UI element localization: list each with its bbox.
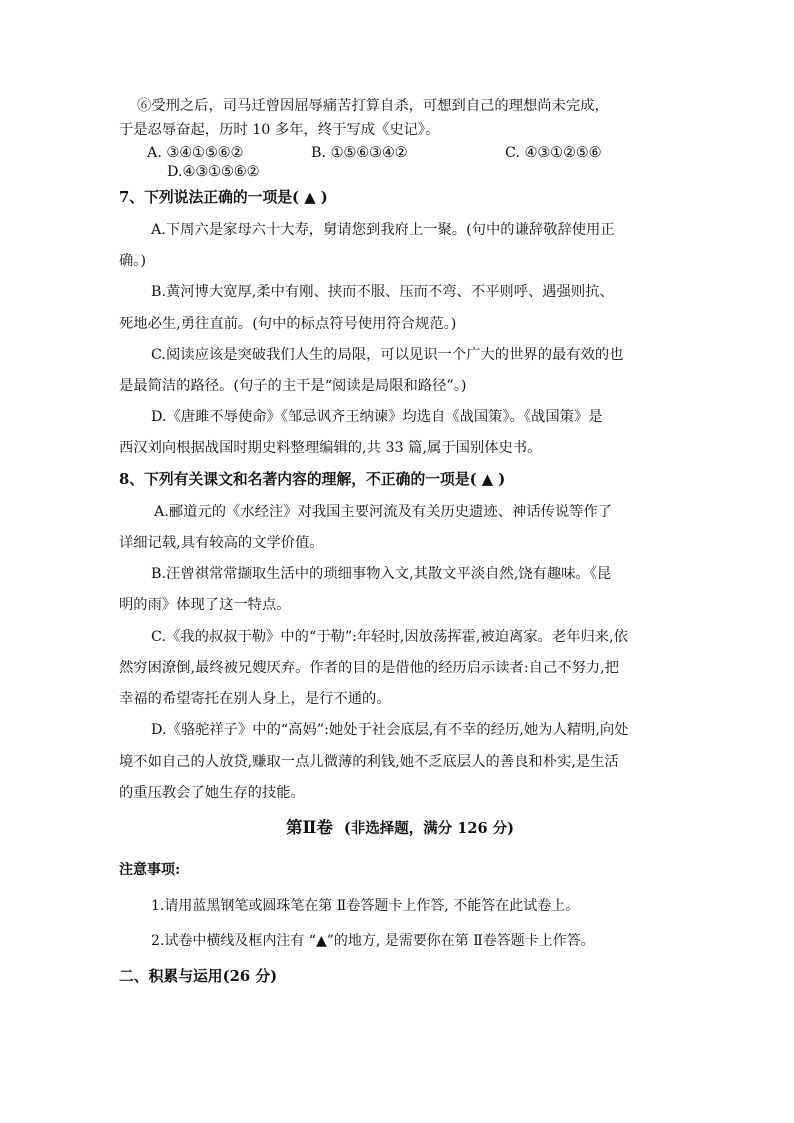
notes-heading: 注意事项: — [119, 862, 181, 878]
q8-option-d-line-1: D.《骆驼祥子》中的“高妈”:她处于社会底层,有不幸的经历,她为人精明,向处 — [151, 722, 629, 738]
q6-option-c: C. ④③①②⑤⑥ — [505, 145, 602, 161]
note-2: 2.试卷中横线及框内注有 “▲”的地方, 是需要你在第 Ⅱ卷答题卡上作答。 — [151, 933, 595, 949]
q8-option-a-line-2: 详细记载,具有较高的文学价值。 — [119, 535, 324, 551]
q7-option-a-line-2: 确。) — [119, 253, 147, 269]
q7-option-c-line-2: 是最简洁的路径。(句子的主干是“阅读是局限和路径”。) — [119, 378, 467, 394]
note-1: 1.请用蓝黑钢笔或圆珠笔在第 Ⅱ卷答题卡上作答, 不能答在此试卷上。 — [151, 898, 580, 914]
q8-stem: 8、下列有关课文和名著内容的理解，不正确的一项是( ▲ ) — [119, 471, 506, 488]
q7-option-d-line-1: D.《唐雎不辱使命》《邹忌讽齐王纳谏》均选自《战国策》。《战国策》是 — [151, 409, 603, 425]
q8-option-d-line-2: 境不如自己的人放贷,赚取一点儿微薄的利钱,她不乏底层人的善良和朴实,是生活 — [119, 754, 619, 770]
q7-option-d-line-2: 西汉刘向根据战国时期史料整理编辑的,共 33 篇,属于国别体史书。 — [119, 440, 542, 456]
q6-option-d: D.④③①⑤⑥② — [167, 164, 260, 180]
q8-option-a-line-1: A.郦道元的《水经注》对我国主要河流及有关历史遗迹、神话传说等作了 — [154, 504, 613, 520]
q6-text-line-2: 于是忍辱奋起，历时 10 多年，终于写成《史记》。 — [119, 122, 440, 138]
part-two-heading — [286, 818, 514, 839]
q8-option-c-line-1: C.《我的叔叔于勒》中的“于勒”:年轻时,因放荡挥霍,被迫离家。老年归来,依 — [151, 629, 628, 645]
section-two-heading: 二、积累与运用(26 分) — [119, 968, 278, 985]
q7-option-b-line-2: 死地必生,勇往直前。(句中的标点符号使用符合规范。) — [119, 316, 457, 332]
q6-option-b: B. ①⑤⑥③④② — [311, 145, 408, 161]
q7-option-c-line-1: C.阅读应该是突破我们人生的局限，可以见识一个广大的世界的最有效的也 — [151, 347, 624, 363]
q8-option-b-line-2: 明的雨》体现了这一特点。 — [119, 597, 291, 613]
q8-option-b-line-1: B.汪曾祺常常撷取生活中的琐细事物入文,其散文平淡自然,饶有趣味。《昆 — [151, 566, 612, 582]
q7-option-b-line-1: B.黄河博大宽厚,柔中有刚、挟而不服、压而不弯、不平则呼、遇强则抗、 — [151, 284, 614, 300]
part-two-title: 第Ⅱ卷 — [286, 818, 333, 837]
q6-option-a: A. ③④①⑤⑥② — [147, 145, 244, 161]
q8-option-d-line-3: 的重压教会了她生存的技能。 — [119, 785, 305, 801]
part-two-subtitle: (非选择题，满分 126 分) — [343, 820, 514, 837]
q8-option-c-line-3: 幸福的希望寄托在别人身上，是行不通的。 — [119, 691, 391, 707]
q7-option-a-line-1: A.下周六是家母六十大寿，舅请您到我府上一聚。(句中的谦辞敬辞使用正 — [151, 222, 615, 238]
q7-stem: 7、下列说法正确的一项是( ▲ ) — [119, 189, 328, 206]
q6-text-line-1: ⑥受刑之后，司马迁曾因屈辱痛苦打算自杀，可想到自己的理想尚未完成， — [137, 98, 609, 114]
q8-option-c-line-2: 然穷困潦倒,最终被兄嫂厌弃。作者的目的是借他的经历启示读者:自己不努力,把 — [119, 660, 619, 676]
